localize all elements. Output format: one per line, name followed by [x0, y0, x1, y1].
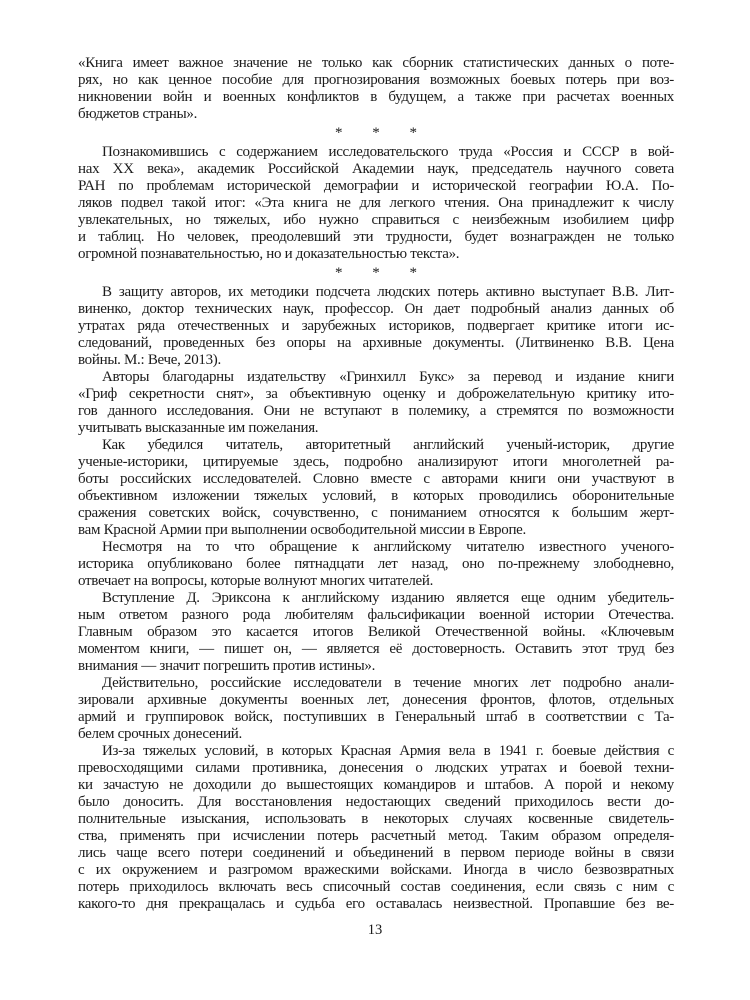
text-line: бюджетов страны».: [78, 106, 198, 122]
text-line: историка опубликовано более пятнадцати лет назад, оно по-прежнему злободневно,: [78, 556, 674, 572]
paragraph: [78, 437, 674, 539]
paragraph: [78, 743, 674, 913]
page-footer: [0, 922, 750, 939]
text-line: никновении войн и военных конфликтов в будущем, а также при расчетах военных: [78, 89, 674, 105]
paragraph: [78, 590, 674, 675]
paragraph: [78, 369, 674, 437]
text-line: лись чаще всего потери соединений и объединений в первом периоде войны в связи: [78, 845, 674, 861]
text-line: ства, применять при исчислении потерь расчетный метод. Таким образом определя-: [78, 828, 674, 844]
text-block: [78, 55, 674, 913]
text-line: превосходящими силами противника, донесения о людских утратах и боевой техни-: [78, 760, 674, 776]
text-line: внимания — значит погрешить против истины».: [78, 658, 376, 674]
text-line: Главным образом это касается итогов Великой Отечественной войны. «Ключевым: [78, 624, 674, 640]
text-line: Вступление Д. Эриксона к английскому изданию является еще одним убедитель-: [102, 590, 674, 606]
text-line: вам Красной Армии при выполнении освободительной миссии в Европе.: [78, 522, 526, 538]
text-line: армий и группировок войск, поступивших в Генеральный штаб в соответствии с Та-: [78, 709, 674, 725]
text-line: войны. М.: Вече, 2013).: [78, 352, 221, 368]
text-line: следований, проведенных без опоры на архивные документы. (Литвиненко В.В. Цена: [78, 335, 674, 351]
text-line: было доносить. Для восстановления недостающих сведений приходилось вести до-: [78, 794, 674, 810]
text-line: Как убедился читатель, авторитетный английский ученый-историк, другие: [102, 437, 674, 453]
text-line: белем срочных донесений.: [78, 726, 242, 742]
text-line: ным ответом разного рода любителям фальсификации военной истории Отечества.: [78, 607, 674, 623]
section-separator: * * *: [335, 125, 417, 141]
text-line: боты российских исследователей. Словно вместе с авторами книги они участвуют в: [78, 471, 674, 487]
text-line: потерь приходилось включать весь списочный состав соединения, если связь с ним с: [78, 879, 674, 895]
paragraph: [78, 284, 674, 369]
text-line: гов данного исследования. Они не вступают в полемику, а стремятся по возможности: [78, 403, 674, 419]
text-line: «Книга имеет важное значение не только как сборник статистических данных о поте-: [78, 55, 674, 71]
text-line: рях, но как ценное пособие для прогнозирования возможных боевых потерь при воз-: [78, 72, 674, 88]
text-line: РАН по проблемам исторической демографии и исторической географии Ю.А. По-: [78, 178, 674, 194]
text-line: ляков подвел такой итог: «Эта книга не для легкого чтения. Она принадлежит к числу: [78, 195, 674, 211]
paragraph: [78, 144, 674, 263]
text-line: увлекательных, но тяжелых, ибо нужно справиться с неизбежным изобилием цифр: [78, 212, 674, 228]
text-line: отвечает на вопросы, которые волнуют многих читателей.: [78, 573, 434, 589]
text-line: ки зачастую не доходили до вышестоящих командиров и штабов. А порой и некому: [78, 777, 674, 793]
paragraph: [78, 675, 674, 743]
text-line: Познакомившись с содержанием исследовательского труда «Россия и СССР в вой-: [102, 144, 674, 160]
text-line: с их окружением и разгромом вражескими войсками. Иногда в число безвозвратных: [78, 862, 674, 878]
paragraph: [78, 55, 674, 123]
paragraph: [78, 539, 674, 590]
text-line: зировали архивные документы военных лет, донесения фронтов, флотов, отдельных: [78, 692, 674, 708]
text-line: моментом книги, — пишет он, — является её достоверность. Оставить этот труд без: [78, 641, 674, 657]
text-line: Действительно, российские исследователи в течение многих лет подробно анали-: [102, 675, 674, 691]
text-line: нах XX века», академик Российской Академии наук, председатель научного совета: [78, 161, 674, 177]
section-separator: * * *: [335, 265, 417, 281]
page-number: 13: [367, 922, 383, 938]
text-line: какого-то дня прекращалась и судьба его оставалась неизвестной. Пропавшие без ве-: [78, 896, 674, 912]
text-line: Несмотря на то что обращение к английскому читателю известного ученого-: [102, 539, 674, 555]
text-line: и таблиц. Но человек, преодолевший эти трудности, будет вознагражден не только: [78, 229, 674, 245]
text-line: объективном изложении тяжелых условий, в которых проводились оборонительные: [78, 488, 674, 504]
text-line: полнительные изыскания, использовать в некоторых случаях косвенные свидетель-: [78, 811, 674, 827]
text-line: утратах ряда отечественных и зарубежных историков, подвергает критике итоги ис-: [78, 318, 674, 334]
text-line: сражения советских войск, сочувственно, с пониманием относятся к большим жерт-: [78, 505, 674, 521]
text-line: Авторы благодарны издательству «Гринхилл Букс» за перевод и издание книги: [102, 369, 674, 385]
text-line: ученые-историки, цитируемые здесь, подробно анализируют итоги многолетней ра-: [78, 454, 674, 470]
text-line: учитывать высказанные им пожелания.: [78, 420, 319, 436]
text-line: «Гриф секретности снят», за объективную оценку и доброжелательную критику ито-: [78, 386, 674, 402]
text-line: В защиту авторов, их методики подсчета людских потерь активно выступает В.В. Лит-: [102, 284, 674, 300]
text-line: огромной познавательностью, но и доказательностью текста».: [78, 246, 460, 262]
text-line: Из-за тяжелых условий, в которых Красная Армия вела в 1941 г. боевые действия с: [102, 743, 674, 759]
text-line: виненко, доктор технических наук, профессор. Он дает подробный анализ данных об: [78, 301, 674, 317]
